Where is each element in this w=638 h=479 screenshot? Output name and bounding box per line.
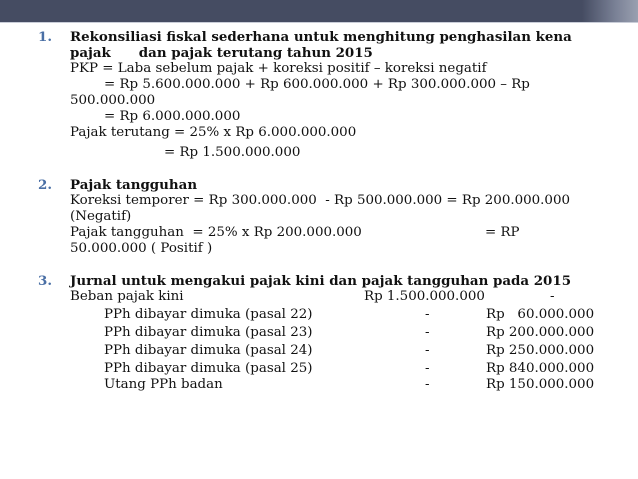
header-band-accent (582, 0, 638, 22)
journal-credit-amount: Rp 150.000.000 (486, 377, 595, 392)
journal-credit-debit: - (425, 307, 430, 322)
journal-debit-amount: Rp 1.500.000.000 (364, 289, 485, 304)
journal-credit-amount: Rp 200.000.000 (486, 325, 595, 340)
journal-credit-account: PPh dibayar dimuka (pasal 25) (104, 361, 313, 376)
pkp-calculation-cont: 500.000.000 (70, 93, 156, 108)
journal-credit-account: PPh dibayar dimuka (pasal 22) (104, 307, 313, 322)
section-1-title-line1: Rekonsiliasi fiskal sederhana untuk menghitung penghasilan kena (70, 29, 572, 45)
koreksi-temporer-note: (Negatif) (70, 209, 132, 224)
pajak-tangguhan-result: 50.000.000 ( Positif ) (70, 241, 213, 256)
section-1-title-line2: pajak dan pajak terutang tahun 2015 (70, 45, 373, 61)
journal-credit-debit: - (425, 325, 430, 340)
journal-credit-amount: Rp 60.000.000 (486, 307, 595, 322)
journal-credit-debit: - (425, 377, 430, 392)
pajak-tangguhan-formula: Pajak tangguhan = 25% x Rp 200.000.000 (70, 225, 362, 240)
koreksi-temporer: Koreksi temporer = Rp 300.000.000 - Rp 500.000.000 = Rp 200.000.000 (70, 193, 570, 208)
pkp-formula: PKP = Laba sebelum pajak + koreksi positif – koreksi negatif (70, 61, 487, 76)
journal-credit-debit: - (425, 343, 430, 358)
journal-credit-account: PPh dibayar dimuka (pasal 24) (104, 343, 313, 358)
top-header-band (0, 0, 638, 22)
section-2-title: Pajak tangguhan (70, 177, 198, 193)
section-3-title: Jurnal untuk mengakui pajak kini dan pajak tangguhan pada 2015 (70, 273, 572, 289)
section-3-number: 3. (38, 273, 52, 289)
header-band-divider (0, 22, 638, 23)
journal-credit-amount: Rp 250.000.000 (486, 343, 595, 358)
journal-debit-account: Beban pajak kini (70, 289, 184, 304)
section-1-number: 1. (38, 29, 52, 45)
pajak-terutang-result: = Rp 1.500.000.000 (164, 145, 301, 160)
journal-credit-debit: - (425, 361, 430, 376)
journal-credit-amount: Rp 840.000.000 (486, 361, 595, 376)
pajak-terutang-formula: Pajak terutang = 25% x Rp 6.000.000.000 (70, 125, 357, 140)
journal-debit-credit: - (550, 289, 555, 304)
section-2-number: 2. (38, 177, 52, 193)
pajak-tangguhan-equals: = RP (485, 225, 520, 240)
journal-credit-account: Utang PPh badan (104, 377, 223, 392)
pkp-result: = Rp 6.000.000.000 (104, 109, 241, 124)
journal-credit-account: PPh dibayar dimuka (pasal 23) (104, 325, 313, 340)
pkp-calculation: = Rp 5.600.000.000 + Rp 600.000.000 + Rp 300.000.000 – Rp (104, 77, 530, 92)
